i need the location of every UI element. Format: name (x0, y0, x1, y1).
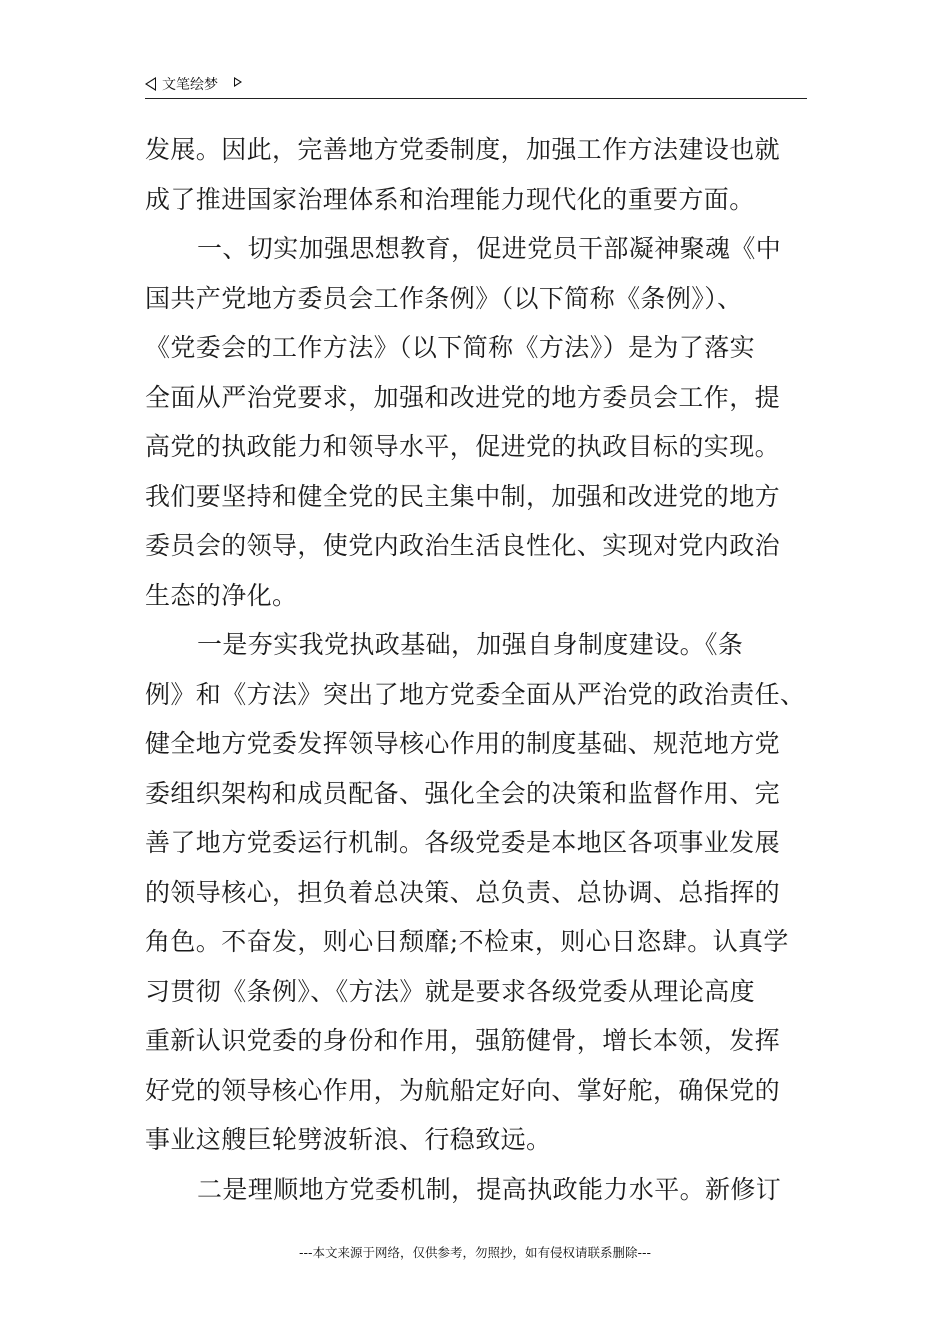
header-brand: 文笔绘梦 (162, 77, 218, 93)
text-line: 委组织架构和成员配备、强化全会的决策和监督作用、完 (145, 778, 781, 808)
triangle-left-icon (145, 77, 156, 91)
text-line: 角色。不奋发，则心日颓靡;不检束，则心日恣肆。认真学 (145, 927, 789, 956)
text-line: 习贯彻《条例》、《方法》就是要求各级党委从理论高度 (145, 976, 756, 1006)
text-line: 高党的执政能力和领导水平，促进党的执政目标的实现。 (145, 432, 781, 461)
text-line: 成了推进国家治理体系和治理能力现代化的重要方面。 (145, 184, 755, 214)
text-line: 全面从严治党要求，加强和改进党的地方委员会工作，提 (145, 382, 781, 412)
text-line: 一是夯实我党执政基础，加强自身制度建设。《条 (197, 630, 744, 659)
text-line: 生态的净化。 (145, 580, 298, 610)
header-brand-group (145, 74, 242, 94)
page-footer: ---本文来源于网络，仅供参考，勿照抄，如有侵权请联系删除--- (298, 1245, 652, 1260)
text-line: 健全地方党委发挥领导核心作用的制度基础、规范地方党 (145, 729, 781, 758)
text-line: 国共产党地方委员会工作条例》（以下简称《条例》）、 (145, 283, 743, 313)
text-line: 二是理顺地方党委机制，提高执政能力水平。新修订 (197, 1174, 782, 1204)
text-line: 善了地方党委运行机制。各级党委是本地区各项事业发展 (145, 828, 781, 857)
text-line: 一、切实加强思想教育，促进党员干部凝神聚魂《中 (197, 234, 782, 263)
document-body (145, 125, 810, 1214)
text-line: 《党委会的工作方法》（以下简称《方法》）是为了落实 (145, 333, 756, 362)
text-line: 的领导核心，担负着总决策、总负责、总协调、总指挥的 (145, 877, 781, 907)
text-line: 好党的领导核心作用，为航船定好向、掌好舵，确保党的 (145, 1075, 781, 1105)
text-line: 委员会的领导，使党内政治生活良性化、实现对党内政治 (145, 531, 781, 560)
text-line: 重新认识党委的身份和作用，强筋健骨，增长本领，发挥 (145, 1026, 781, 1055)
text-line: 发展。因此，完善地方党委制度，加强工作方法建设也就 (145, 135, 781, 164)
text-line: 事业这艘巨轮劈波斩浪、行稳致远。 (145, 1125, 552, 1154)
text-line: 我们要坚持和健全党的民主集中制，加强和改进党的地方 (145, 481, 781, 511)
triangle-right-icon (234, 77, 242, 87)
text-line: 例》和《方法》突出了地方党委全面从严治党的政治责任、 (145, 679, 806, 709)
page-header (145, 72, 807, 99)
